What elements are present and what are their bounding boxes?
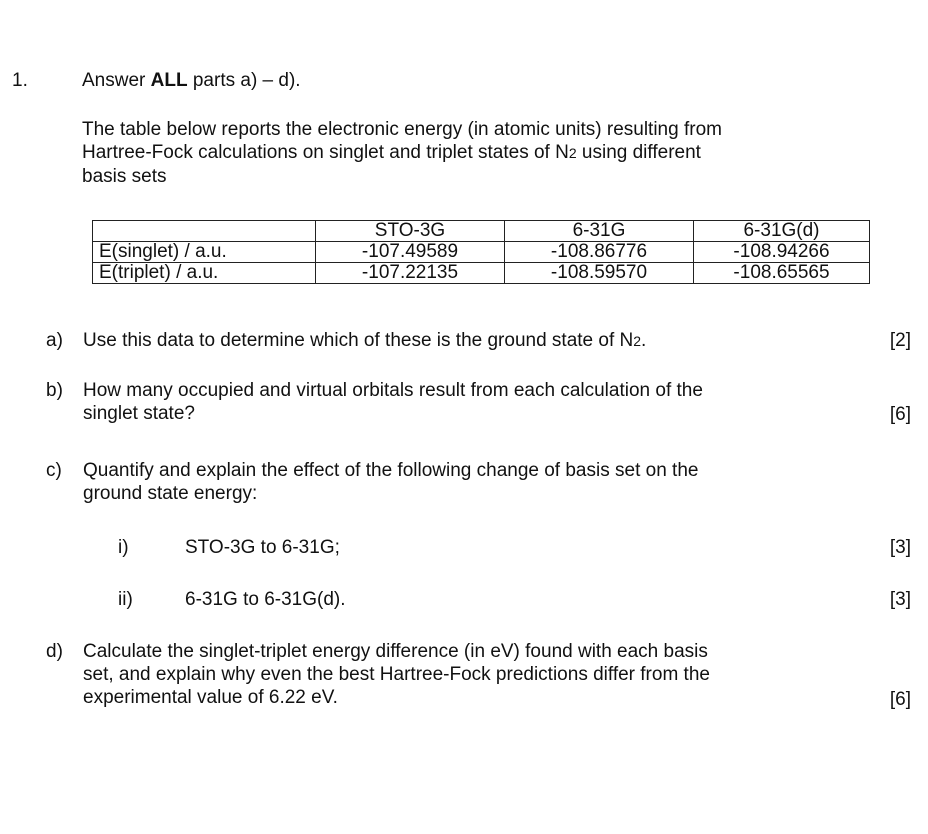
table-cell: -107.49589: [316, 242, 505, 263]
part-c-i-label: i): [118, 537, 129, 558]
part-c-ii-label: ii): [118, 589, 133, 610]
table-row-label: E(singlet) / a.u.: [93, 242, 316, 263]
table-header-cell: [93, 221, 316, 242]
part-a-text: [83, 329, 843, 353]
intro-suffix: parts a) – d).: [187, 70, 301, 91]
description-line-2: [82, 141, 862, 165]
table-header-cell: 6-31G(d): [694, 221, 870, 242]
question-number: 1.: [12, 70, 28, 91]
table-header-row: [93, 221, 870, 242]
question-intro: [82, 69, 301, 92]
description-line-2-text: Hartree-Fock calculations on singlet and triplet states of N: [82, 142, 569, 163]
description-line-3: basis sets: [82, 166, 167, 187]
part-a-marks: [2]: [889, 330, 911, 351]
part-c-text: [83, 459, 843, 505]
table-row-label: E(triplet) / a.u.: [93, 263, 316, 284]
intro-bold: ALL: [150, 70, 188, 91]
table-cell: -108.86776: [505, 242, 694, 263]
table-cell: -108.94266: [694, 242, 870, 263]
part-b-text: [83, 379, 843, 425]
part-c-label: c): [46, 460, 62, 481]
part-c-line-1: Quantify and explain the effect of the following change of basis set on the: [83, 460, 699, 481]
part-d-label: d): [46, 641, 63, 662]
intro-prefix: Answer: [82, 70, 151, 91]
part-b-line-1: How many occupied and virtual orbitals result from each calculation of the: [83, 380, 703, 401]
part-b-marks: [6]: [889, 404, 911, 425]
table-header-cell: STO-3G: [316, 221, 505, 242]
part-b-label: b): [46, 380, 63, 401]
part-a-text-main: Use this data to determine which of these is the ground state of N: [83, 330, 634, 351]
part-c-line-2: ground state energy:: [83, 483, 258, 504]
part-b-line-2: singlet state?: [83, 403, 195, 424]
table-cell: -108.65565: [694, 263, 870, 284]
table-row: [93, 242, 870, 263]
part-c-i-text: STO-3G to 6-31G;: [185, 537, 340, 558]
table-row: [93, 263, 870, 284]
description-subscript: 2: [568, 145, 577, 161]
part-a-subscript: 2: [633, 333, 642, 349]
part-c-ii-text: 6-31G to 6-31G(d).: [185, 589, 346, 610]
part-d-marks: [6]: [889, 689, 911, 710]
table-cell: -108.59570: [505, 263, 694, 284]
part-a-text-end: .: [641, 330, 647, 351]
question-description: [82, 118, 862, 188]
description-line-1: The table below reports the electronic energy (in atomic units) resulting from: [82, 119, 722, 140]
part-c-ii-marks: [3]: [889, 589, 911, 610]
part-d-line-1: Calculate the singlet-triplet energy difference (in eV) found with each basis: [83, 641, 708, 662]
table-header-cell: 6-31G: [505, 221, 694, 242]
part-d-text: [83, 640, 843, 709]
energy-table: [92, 220, 870, 284]
part-a-label: a): [46, 330, 63, 351]
table-cell: -107.22135: [316, 263, 505, 284]
part-d-line-3: experimental value of 6.22 eV.: [83, 687, 338, 708]
part-c-i-marks: [3]: [889, 537, 911, 558]
description-line-2-suffix: using different: [576, 142, 701, 163]
part-d-line-2: set, and explain why even the best Hartree-Fock predictions differ from the: [83, 664, 710, 685]
